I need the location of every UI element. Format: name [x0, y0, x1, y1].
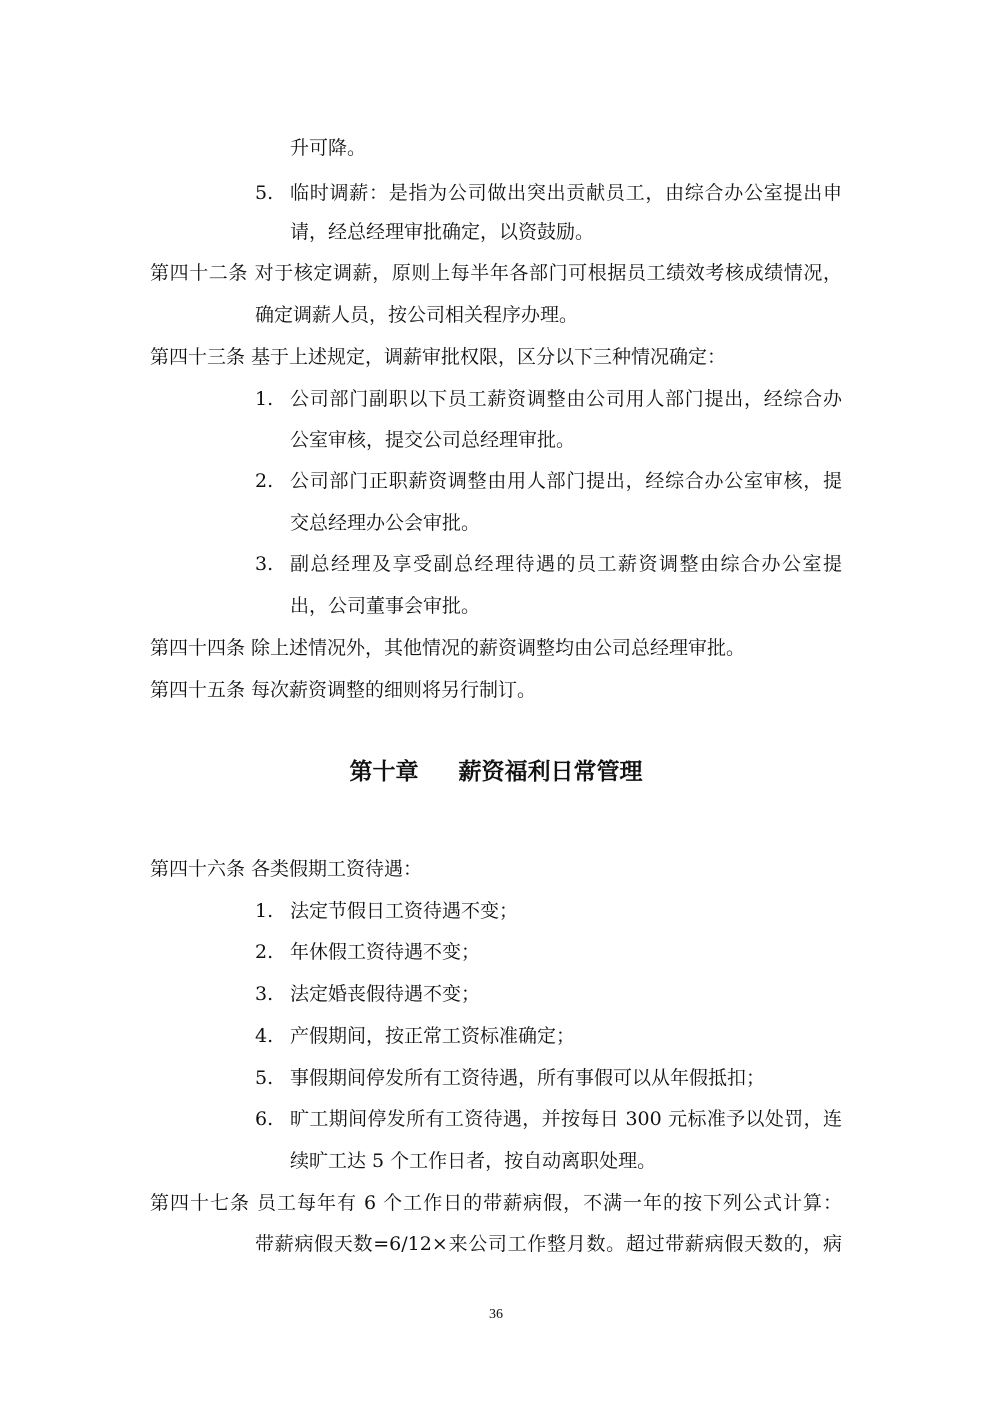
list-item-text-continued: 交总经理办公会审批。	[290, 512, 481, 534]
article-44: 第四十四条 除上述情况外，其他情况的薪资调整均由公司总经理审批。	[150, 637, 746, 659]
article-42-continued: 确定调薪人员，按公司相关程序办理。	[255, 304, 579, 326]
list-item-text: 公司部门副职以下员工薪资调整由公司用人部门提出，经综合办	[290, 388, 842, 410]
chapter-heading	[0, 757, 992, 787]
list-item-text-continued: 出，公司董事会审批。	[290, 595, 481, 617]
list-item-text: 临时调薪：是指为公司做出突出贡献员工，由综合办公室提出申	[290, 182, 842, 204]
list-item-text: 公司部门正职薪资调整由用人部门提出，经综合办公室审核，提	[290, 470, 842, 492]
list-item-number: 6.	[255, 1108, 274, 1130]
list-item-text: 副总经理及享受副总经理待遇的员工薪资调整由综合办公室提	[290, 553, 842, 575]
list-item-text: 产假期间，按正常工资标准确定；	[290, 1025, 576, 1047]
list-item-text: 法定节假日工资待遇不变；	[290, 900, 519, 922]
page-number: 36	[489, 1307, 503, 1322]
list-item-number: 2.	[255, 470, 274, 492]
list-item-text-continued: 请，经总经理审批确定，以资鼓励。	[290, 221, 595, 243]
list-item-text-continued: 公室审核，提交公司总经理审批。	[290, 429, 576, 451]
article-47-continued: 带薪病假天数=6/12×来公司工作整月数。超过带薪病假天数的，病	[255, 1233, 842, 1255]
chapter-title: 薪资福利日常管理	[458, 758, 643, 785]
list-item-number: 3.	[255, 553, 274, 575]
list-item-number: 1.	[255, 388, 274, 410]
list-item-number: 2.	[255, 941, 274, 963]
list-item-number: 4.	[255, 1025, 274, 1047]
list-item-text-continued: 续旷工达 5 个工作日者，按自动离职处理。	[290, 1150, 657, 1172]
list-item-text: 年休假工资待遇不变；	[290, 941, 481, 963]
chapter-number: 第十章	[349, 758, 419, 785]
article-43: 第四十三条 基于上述规定，调薪审批权限，区分以下三种情况确定：	[150, 346, 727, 368]
list-item-number: 5.	[255, 1067, 274, 1089]
list-item-text: 事假期间停发所有工资待遇，所有事假可以从年假抵扣；	[290, 1067, 766, 1089]
list-item-text: 旷工期间停发所有工资待遇，并按每日 300 元标准予以处罚，连	[290, 1108, 842, 1130]
article-42: 第四十二条 对于核定调薪，原则上每半年各部门可根据员工绩效考核成绩情况，	[150, 262, 842, 284]
article-46: 第四十六条 各类假期工资待遇：	[150, 858, 423, 880]
list-item-number: 1.	[255, 900, 274, 922]
list-item-number: 3.	[255, 983, 274, 1005]
list-item-number: 5.	[255, 182, 274, 204]
continued-line: 升可降。	[290, 137, 367, 159]
article-47: 第四十七条 员工每年有 6 个工作日的带薪病假，不满一年的按下列公式计算：	[150, 1192, 842, 1214]
article-45: 第四十五条 每次薪资调整的细则将另行制订。	[150, 679, 537, 701]
list-item-text: 法定婚丧假待遇不变；	[290, 983, 481, 1005]
